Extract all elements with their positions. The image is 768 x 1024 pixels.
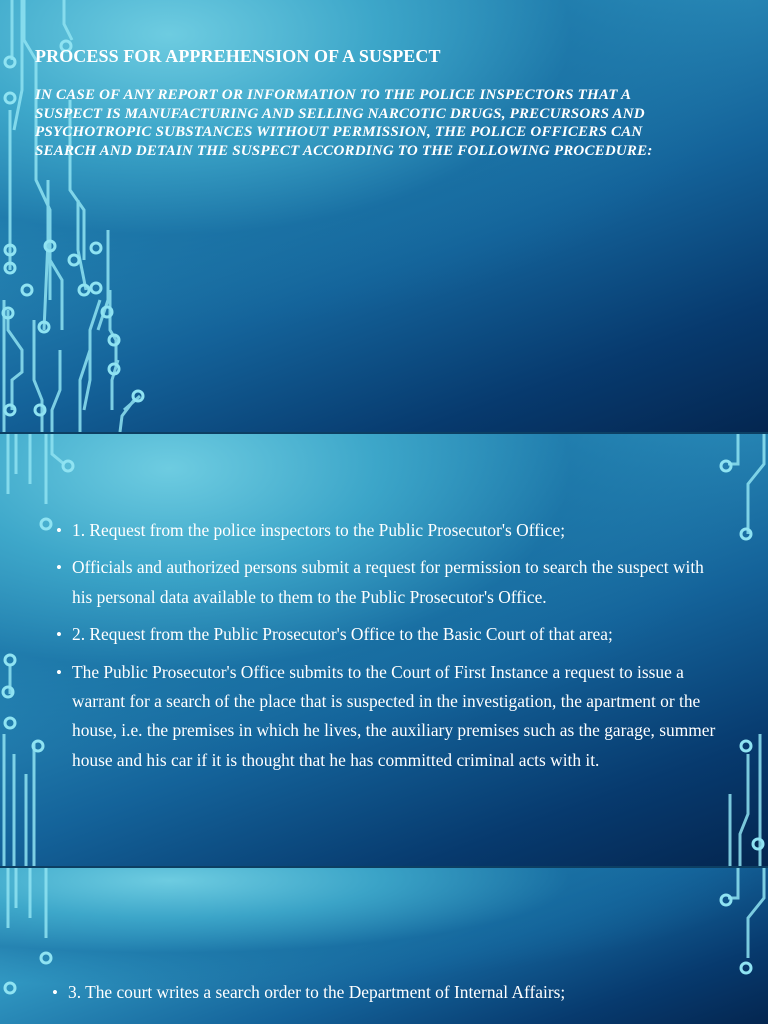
list-item: • The Public Prosecutor's Office submits to the Court of First Instance a request to issue a warrant for a search of the place that is suspected in the investigation, the apartment or the house, i.e. the premises in which he lives, the auxiliary premises such as the garage, summer house and his car if it is thought that he has committed criminal acts with it.: [56, 658, 716, 776]
slide-2: [0, 434, 768, 866]
list-item: • 2. Request from the Public Prosecutor's Office to the Basic Court of that area;: [56, 620, 716, 649]
bullet-list: [56, 516, 716, 783]
slide-subtitle: IN CASE OF ANY REPORT OR INFORMATION TO THE POLICE INSPECTORS THAT A SUSPECT IS MANUFACTURING AND SELLING NARCOTIC DRUGS, PRECURSORS AND PSYCHOTROPIC SUBSTANCES WITHOUT PERMISSION, THE POLICE OFFICERS CAN SEARCH AND DETAIN THE SUSPECT ACCORDING TO THE FOLLOWING PROCEDURE:: [35, 87, 653, 159]
bullet-dot-icon: •: [56, 521, 62, 540]
circuit-decoration-icon: [708, 868, 768, 1024]
bullet-dot-icon: •: [56, 558, 62, 578]
circuit-decoration-icon: [708, 434, 768, 866]
bullet-dot-icon: •: [56, 662, 62, 682]
slide-1: [0, 0, 768, 432]
bullet-dot-icon: •: [52, 983, 58, 1002]
list-item: • Officials and authorized persons submit a request for permission to search the suspect with his personal data available to them to the Public Prosecutor's Office.: [56, 553, 716, 612]
list-item: • 3. The court writes a search order to the Department of Internal Affairs;: [52, 978, 712, 1007]
bullet-list: [52, 978, 712, 1015]
bullet-dot-icon: •: [56, 625, 62, 645]
slide-title: PROCESS FOR APPREHENSION OF A SUSPECT: [35, 46, 441, 66]
slide-3: [0, 868, 768, 1024]
list-item: • 1. Request from the police inspectors to the Public Prosecutor's Office;: [56, 516, 716, 545]
